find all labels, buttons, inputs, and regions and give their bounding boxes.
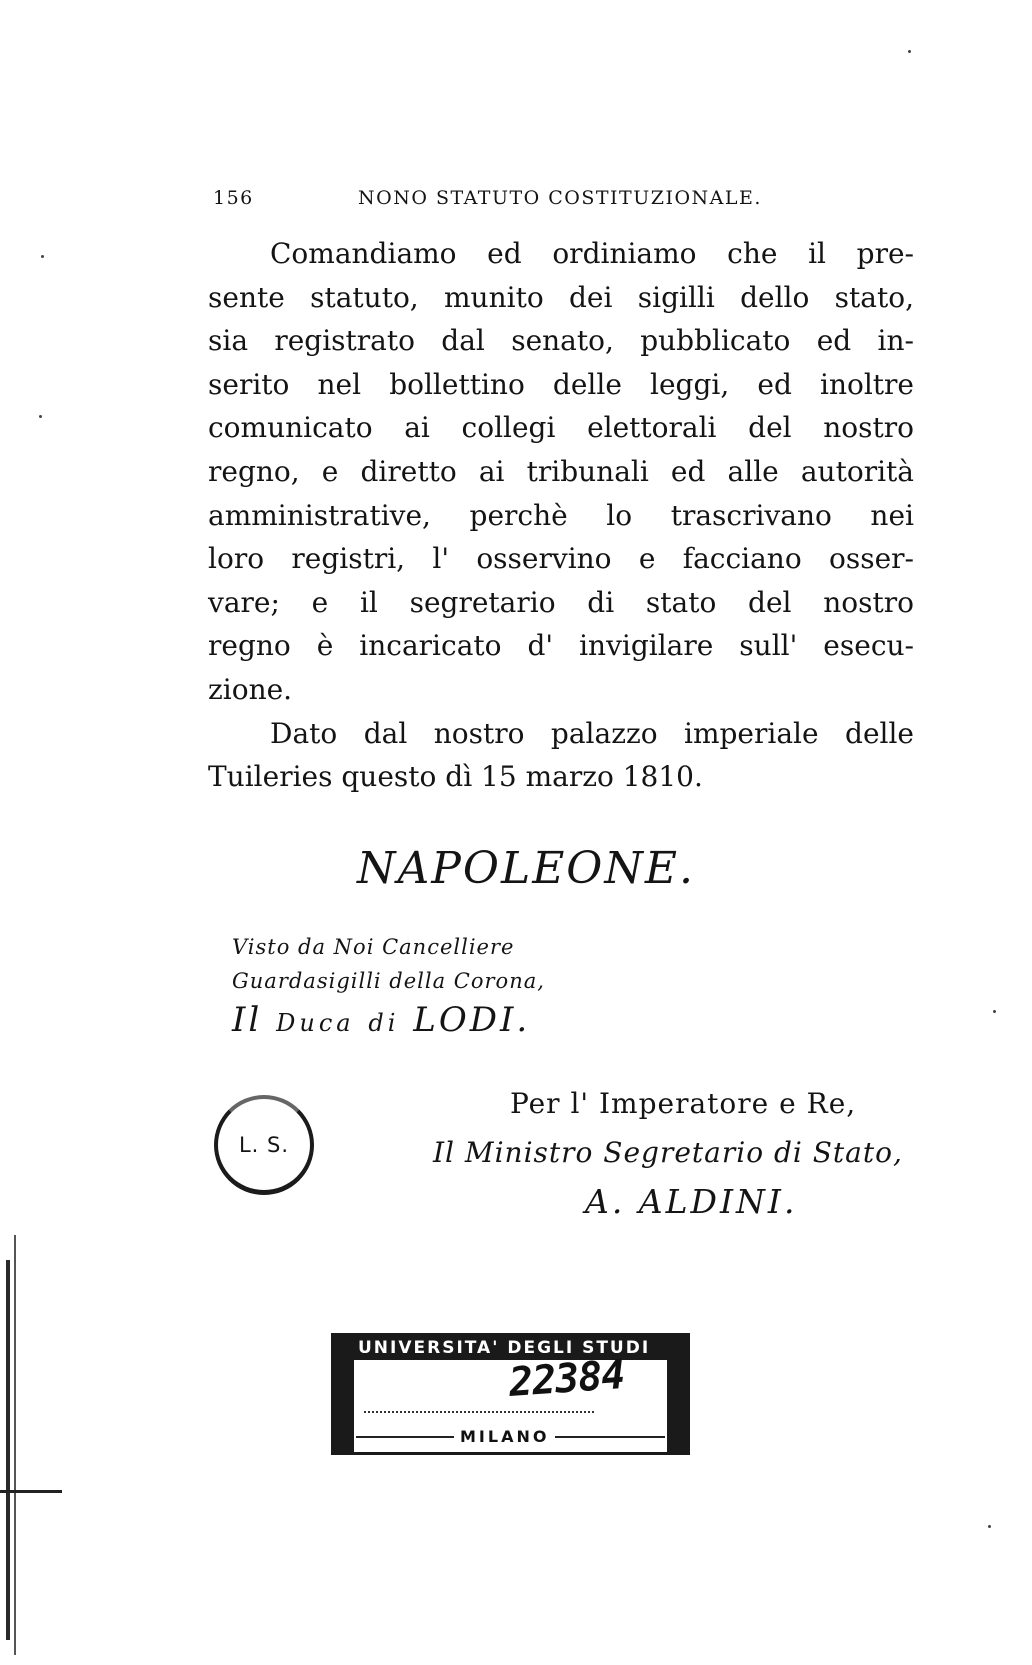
- text-line: loro registri, l' osservino e facciano osser-: [208, 542, 914, 576]
- countersign-line: Per l' Imperatore e Re,: [510, 1087, 857, 1120]
- countersign-name: A. ALDINI.: [585, 1182, 798, 1221]
- stamp-inventory-number: 22384: [507, 1352, 626, 1406]
- signature-napoleone: NAPOLEONE.: [357, 843, 695, 894]
- stamp-header: UNIVERSITA' DEGLI STUDI: [334, 1336, 687, 1360]
- duca-preposition: di: [368, 1009, 400, 1037]
- paper-speck: [993, 1010, 996, 1013]
- stamp-city: MILANO: [454, 1427, 555, 1446]
- library-stamp: [331, 1333, 690, 1455]
- paper-speck: [988, 1525, 991, 1528]
- locus-sigilli-seal: [214, 1095, 314, 1195]
- scan-edge-mark: [0, 1490, 62, 1493]
- paper-speck: [39, 415, 42, 418]
- text-line: sia registrato dal senato, pubblicato ed in-: [208, 324, 914, 358]
- running-head: [213, 187, 933, 215]
- duca-name: LODI.: [413, 1000, 531, 1040]
- text-line: Comandiamo ed ordiniamo che il pre-: [270, 237, 914, 270]
- text-line: sente statuto, munito dei sigilli dello stato,: [208, 280, 914, 314]
- page-number: 156: [213, 187, 254, 209]
- attestation-line: Guardasigilli della Corona,: [232, 969, 545, 993]
- text-line: comunicato ai collegi elettorali del nostro: [208, 411, 914, 445]
- duca-title: Duca: [276, 1009, 355, 1037]
- text-line: regno, e diretto ai tribunali ed alle autorità: [208, 454, 914, 488]
- stamp-side-bar: [334, 1360, 354, 1455]
- seal-label: L. S.: [238, 1132, 290, 1157]
- text-line: Dato dal nostro palazzo imperiale delle: [270, 716, 914, 750]
- running-title: NONO STATUTO COSTITUZIONALE.: [358, 187, 762, 209]
- countersign-line: Il Ministro Segretario di Stato,: [433, 1136, 903, 1169]
- scan-edge-shadow-secondary: [14, 1235, 16, 1655]
- text-line: amministrative, perchè lo trascrivano nei: [208, 498, 914, 532]
- scan-edge-shadow: [6, 1260, 10, 1640]
- duca-article: Il: [232, 1000, 263, 1040]
- text-line: regno è incaricato d' invigilare sull' esecu-: [208, 629, 914, 663]
- text-line: Tuileries questo dì 15 marzo 1810.: [208, 760, 703, 794]
- chancellor-attestation: [232, 930, 545, 998]
- attestation-line: Visto da Noi Cancelliere: [232, 935, 515, 959]
- duca-di-lodi: [232, 1000, 530, 1040]
- text-line: serito nel bollettino delle leggi, ed inoltre: [208, 367, 914, 401]
- stamp-dotted-line: [364, 1411, 594, 1413]
- paper-speck: [908, 50, 911, 53]
- text-line: zione.: [208, 672, 293, 706]
- body-text: [208, 232, 914, 799]
- paper-speck: [41, 255, 44, 258]
- stamp-side-bar: [667, 1360, 687, 1455]
- text-line: vare; e il segretario di stato del nostro: [208, 585, 914, 619]
